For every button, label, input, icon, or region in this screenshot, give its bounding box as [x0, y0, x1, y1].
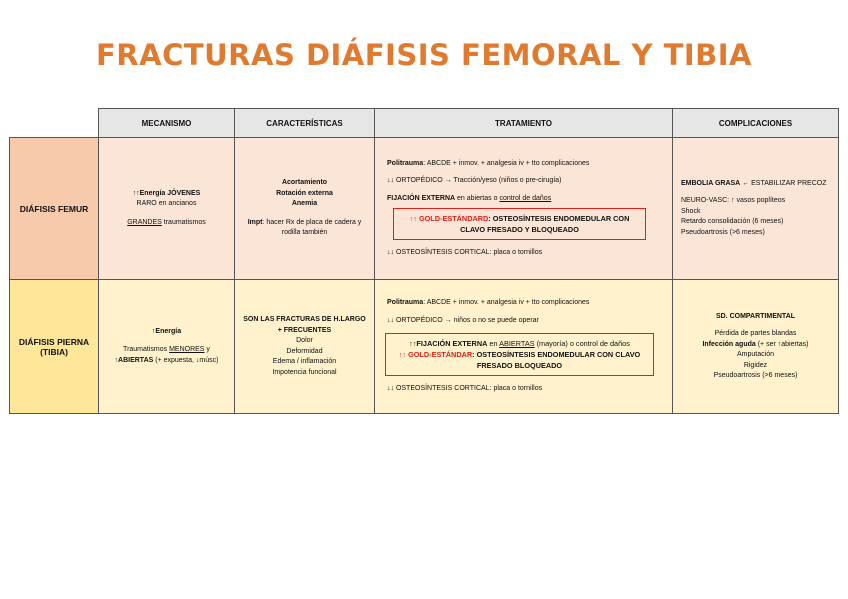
femur-mecanismo-line1: ↑↑Energía JÓVENES — [132, 189, 201, 197]
femur-trat-cortical: ↓↓ OSTEOSÍNTESIS CORTICAL: placa o tornillos — [387, 249, 543, 256]
femur-car-line2: Rotación externa — [276, 189, 333, 197]
tibia-mecanismo-line3: ↑ABIERTAS (+ expuesta, ↓músc) — [114, 356, 219, 364]
tibia-car-line1: SON LAS FRACTURAS DE H.LARGO + FRECUENTES — [243, 316, 366, 334]
femur-trat-ortopedico: ↓↓ ORTOPÉDICO → Tracción/yeso (niños o pre-cirugía) — [387, 177, 562, 184]
tibia-tratamiento-cell — [375, 280, 673, 414]
femur-comp-neurovasc: NEURO-VASC: ↑ vasos poplíteos — [681, 197, 786, 205]
femur-mecanismo-line3: GRANDES traumatismos — [127, 218, 206, 226]
tibia-mecanismo-line1: ↑Energía — [151, 327, 182, 335]
tibia-mecanismo-cell — [99, 280, 235, 414]
tibia-car-line3: Deformidad — [286, 347, 323, 355]
tibia-comp-infeccion: Infección aguda (+ ser ↑abiertas) — [702, 340, 809, 348]
tibia-comp-pseudoartrosis: Pseudoartrosis (>6 meses) — [713, 372, 798, 379]
femur-car-line1: Acortamiento — [281, 179, 328, 187]
femur-mecanismo-cell — [99, 138, 235, 280]
femur-car-line3: Anemia — [291, 200, 318, 208]
tibia-fijacion-gold-box — [385, 333, 654, 376]
tibia-comp-compartimental: SD. COMPARTIMENTAL — [715, 312, 796, 320]
tibia-trat-cortical: ↓↓ OSTEOSÍNTESIS CORTICAL: placa o tornillos — [387, 385, 543, 393]
header-mecanismo: MECANISMO — [99, 109, 235, 138]
femur-car-impt: Impt: hacer Rx de placa de cadera y rodilla también — [247, 218, 362, 237]
tibia-comp-amputacion: Amputación — [737, 351, 774, 358]
tibia-comp-rigidez: Rigidez — [743, 361, 768, 369]
tibia-gold-line: ↑↑ GOLD-ESTÁNDAR: OSTEOSÍNTESIS ENDOMEDULAR CON CLAVO FRESADO BLOQUEADO — [398, 350, 641, 371]
femur-comp-shock: Shock — [681, 207, 701, 215]
table-row-femur — [10, 138, 839, 280]
femur-gold-standard-box: ↑↑ GOLD-ESTÁNDARD: OSTEOSÍNTESIS ENDOMEDULAR CON CLAVO FRESADO Y BLOQUEADO — [393, 208, 646, 240]
tibia-comp-partes-blandas: Pérdida de partes blandas — [714, 330, 797, 337]
femur-trat-politrauma: Politrauma: ABCDE + inmov. + analgesia iv + tto complicaciones — [387, 159, 590, 167]
tibia-mecanismo-line2: Traumatismos MENORES y — [123, 346, 210, 354]
header-corner — [10, 109, 99, 138]
femur-mecanismo-line2: RARO en ancianos — [136, 200, 197, 208]
tibia-car-line2: Dolor — [296, 337, 313, 344]
tibia-trat-politrauma: Politrauma: ABCDE + inmov. + analgesia iv + tto complicaciones — [387, 299, 590, 307]
fractures-table — [9, 108, 839, 414]
row-label-tibia: DIÁFISIS PIERNA (TIBIA) — [10, 280, 99, 414]
header-tratamiento: TRATAMIENTO — [375, 109, 673, 138]
header-row — [10, 109, 839, 138]
femur-comp-embolia: EMBOLIA GRASA ← ESTABILIZAR PRECOZ — [681, 179, 827, 187]
tibia-car-line5: Impotencia funcional — [272, 368, 337, 376]
femur-trat-fijacion: FIJACIÓN EXTERNA en abiertas o control de daños — [387, 194, 552, 202]
femur-caracteristicas-cell — [235, 138, 375, 280]
tibia-complicaciones-cell — [673, 280, 839, 414]
page-title: FRACTURAS DIÁFISIS FEMORAL Y TIBIA — [95, 38, 752, 72]
row-label-femur: DIÁFISIS FEMUR — [10, 138, 99, 280]
femur-comp-retardo: Retardo consolidación (6 meses) — [681, 218, 784, 226]
femur-complicaciones-cell — [673, 138, 839, 280]
femur-comp-pseudoartrosis: Pseudoartrosis (>6 meses) — [681, 228, 765, 236]
tibia-car-line4: Edema / inflamación — [272, 358, 337, 365]
header-complicaciones: COMPLICACIONES — [673, 109, 839, 138]
tibia-caracteristicas-cell — [235, 280, 375, 414]
tibia-trat-ortopedico: ↓↓ ORTOPÉDICO → niños o no se puede operar — [387, 316, 539, 324]
tibia-fijacion-line: ↑↑FIJACIÓN EXTERNA en ABIERTAS (mayoría) o control de daños — [409, 339, 630, 349]
femur-tratamiento-cell — [375, 138, 673, 280]
table-row-tibia — [10, 280, 839, 414]
header-caracteristicas: CARACTERÍSTICAS — [235, 109, 375, 138]
